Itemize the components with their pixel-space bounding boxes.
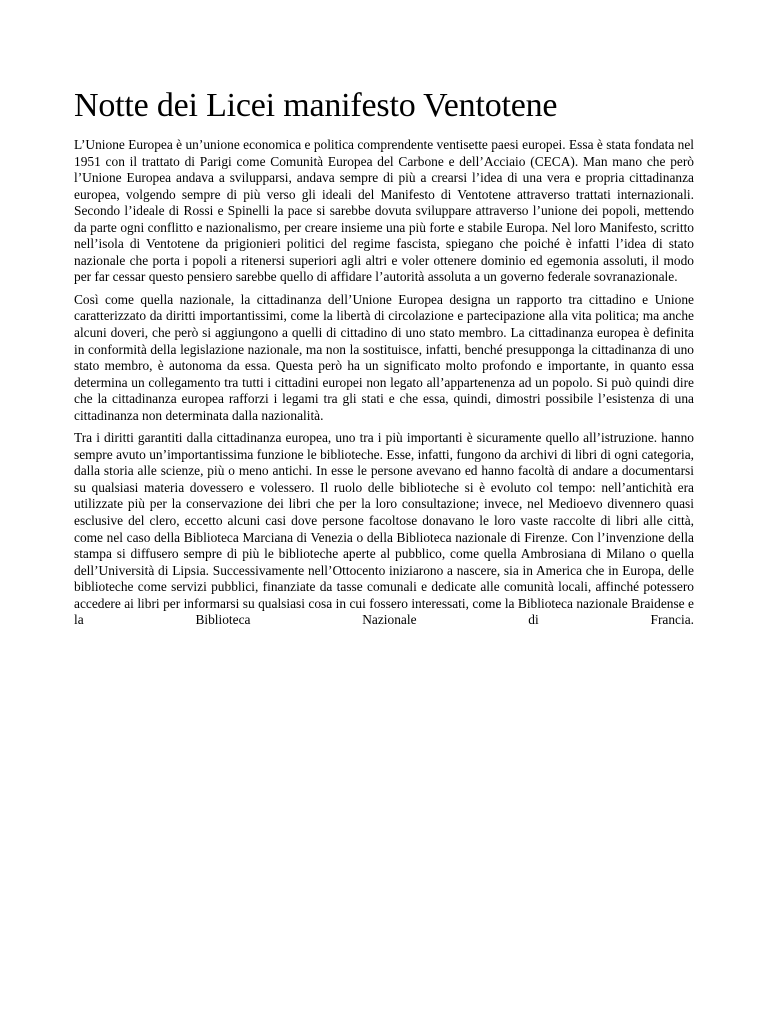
document-page	[74, 0, 694, 635]
paragraph-unione-europea: L’Unione Europea è un’unione economica e politica comprendente ventisette paesi europei. Essa è stata fondata nel 1951 con il trattato di Parigi come Comunità Europea del Carbone e dell’Acciaio (CECA). Man mano che però l’Unione Europea andava a svilupparsi, andava sempre di più a crearsi l’idea di una vera e propria cittadinanza europea, volgendo sempre di più verso gli ideali del Manifesto di Ventotene attraverso trattati internazionali. Secondo l’ideale di Rossi e Spinelli la pace si sarebbe dovuta sviluppare attraverso l’unione dei popoli, mettendo da parte ogni conflitto e nazionalismo, per creare insieme una più forte e stabile Europa. Nel loro Manifesto, scritto nell’isola di Ventotene da prigionieri politici del regime fascista, spiegano che poiché è infatti l’idea di stato nazionale che porta i popoli a ritenersi superiori agli altri e voler ottenere dominio ed egemonia assoluti, il modo per far cessar questo pensiero sarebbe quello di affidare l’autorità assoluta a un governo federale sovranazionale.	[74, 137, 694, 285]
paragraph-biblioteche: Tra i diritti garantiti dalla cittadinanza europea, uno tra i più importanti è sicuramente quello all’istruzione. hanno sempre avuto un’importantissima funzione le biblioteche. Esse, infatti, fungono da archivi di libri di ogni categoria, dalla storia alle scienze, più o meno antichi. In esse le persone avevano ed hanno facoltà di andare a documentarsi su qualsiasi materia dovessero e volessero. Il ruolo delle biblioteche si è evoluto col tempo: nell’antichità era utilizzate più per la conservazione dei libri che per la loro consultazione; invece, nel Medioevo divennero quasi esclusive del clero, eccetto alcuni casi dove persone facoltose donavano le loro vaste raccolte di libri alle città, come nel caso della Biblioteca Marciana di Venezia o della Biblioteca nazionale di Firenze. Con l’invenzione della stampa si diffusero sempre di più le biblioteche aperte al pubblico, come quella Ambrosiana di Milano o quella dell’Università di Lipsia. Successivamente nell’Ottocento iniziarono a nascere, sia in America che in Europa, delle biblioteche come servizi pubblici, finanziate da tasse comunali e dedicate alle comunità locali, affinché potessero accedere ai libri per informarsi su qualsiasi cosa in cui fossero interessati, come la Biblioteca nazionale Braidense e la Biblioteca Nazionale di Francia.	[74, 430, 694, 628]
document-title: Notte dei Licei manifesto Ventotene	[74, 87, 558, 124]
document-body	[74, 137, 694, 629]
paragraph-cittadinanza: Così come quella nazionale, la cittadinanza dell’Unione Europea designa un rapporto tra cittadino e Unione caratterizzato da diritti importantissimi, come la libertà di circolazione e partecipazione alla vita politica; ma anche alcuni doveri, che però si aggiungono a quelli di cittadino di uno stato membro. La cittadinanza europea è definita in conformità della legislazione nazionale, ma non la sostituisce, infatti, benché presupponga la cittadinanza di uno stato membro, è autonoma da essa. Questa però ha un significato molto profondo e importante, in quanto essa determina un collegamento tra tutti i cittadini europei non legato all’appartenenza ad un popolo. Si può quindi dire che la cittadinanza europea rafforzi i legami tra gli stati e che essa, quindi, dimostri possibile l’esistenza di una cittadinanza non determinata dalla nazionalità.	[74, 291, 694, 423]
